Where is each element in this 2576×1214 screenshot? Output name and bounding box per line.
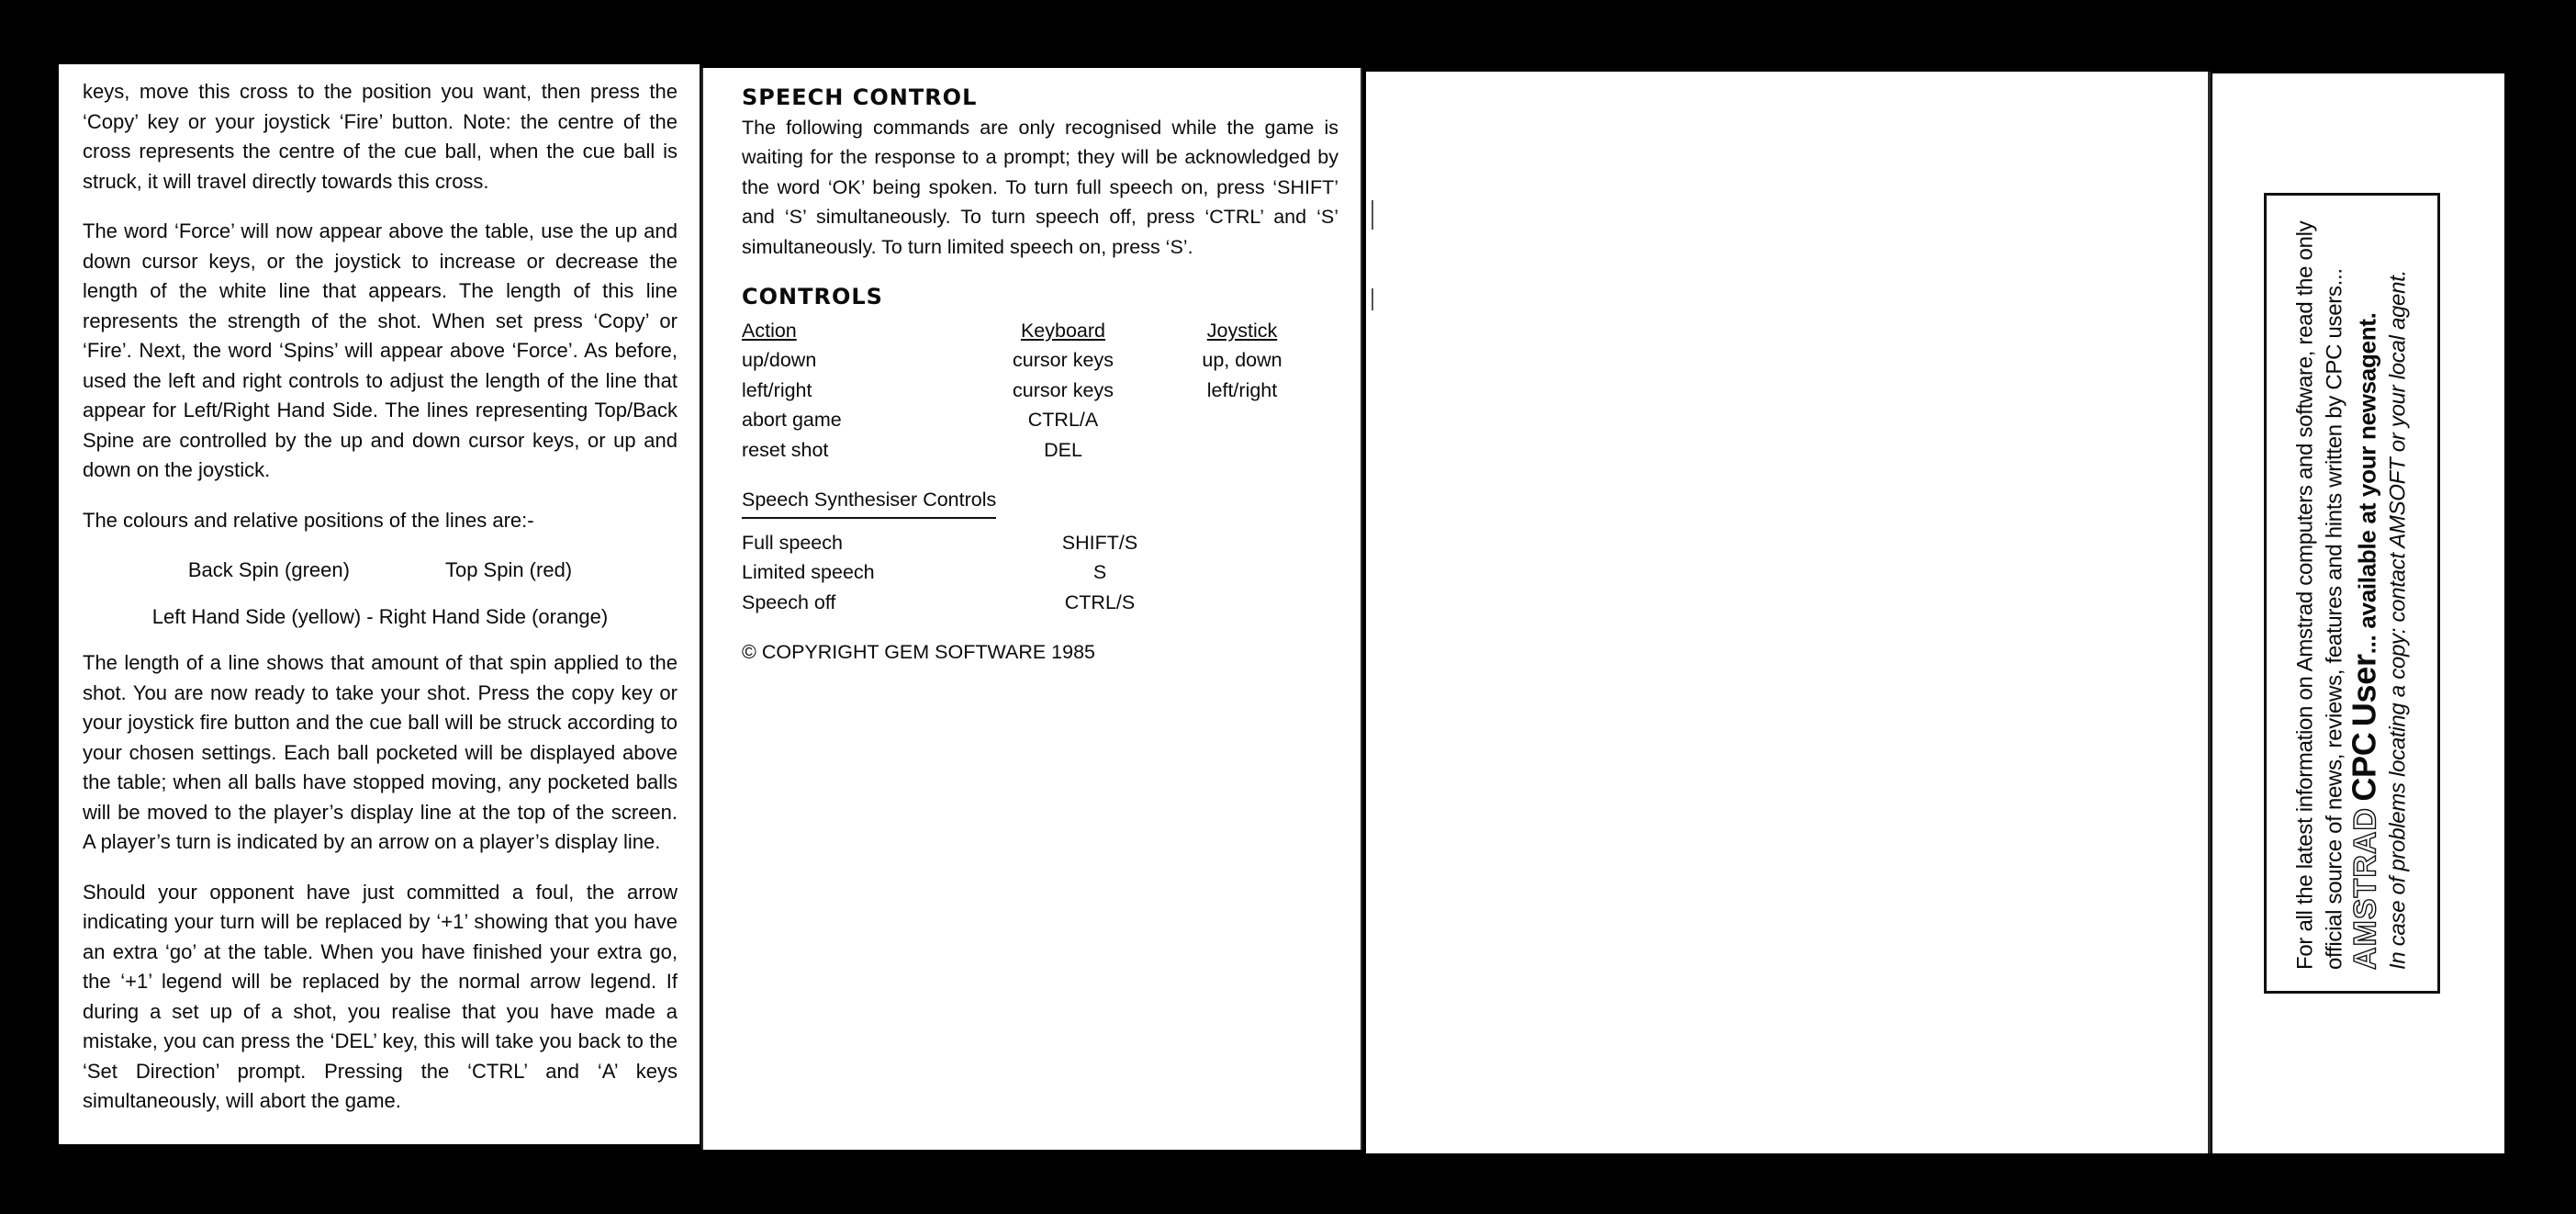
header-keyboard: Keyboard	[1020, 319, 1106, 342]
speech-key-cell: S	[1092, 561, 1107, 583]
speech-mode-cell: Full speech	[742, 531, 843, 554]
action-cell: left/right	[742, 378, 812, 401]
fold-line	[701, 68, 703, 1150]
table-row	[742, 376, 1329, 406]
controls-table	[742, 316, 1329, 466]
speech-synth-heading: Speech Synthesiser Controls	[742, 485, 996, 519]
advert-line-4: In case of problems locating a copy: contact AMSOFT or your local agent.	[2385, 270, 2411, 970]
paragraph-cross: keys, move this cross to the position you want, then press the ‘Copy’ key or your joystick ‘Fire’ button. Note: the centre of the cross represents the centre of the cue ball, when the cue ball is struck, it will travel directly towards this cross.	[83, 80, 678, 193]
paragraph-foul: Should your opponent have just committed a foul, the arrow indicating your turn will be replaced by ‘+1’ showing that you have an extra ‘go’ at the table. When you have finished your extra go, the ‘+1’ legend will be replaced by the normal arrow legend. If during a set up of a shot, you realise that you have made a mistake, you can press the ‘DEL’ key, this will take you back to the ‘Set Direction’ prompt. Pressing the ‘CTRL’ and ‘A’ keys simultaneously, will abort the game.	[83, 880, 678, 1112]
joystick-cell: up, down	[1202, 349, 1282, 371]
table-row	[742, 528, 1182, 558]
keyboard-cell: DEL	[1044, 438, 1082, 461]
amstrad-logo: AMSTRAD	[2347, 807, 2383, 970]
advert-availability: ... available at your newsagent.	[2353, 312, 2381, 655]
table-row	[742, 588, 1182, 618]
table-header-row	[742, 316, 1329, 346]
page-panel-advert	[2212, 73, 2504, 1153]
advert-line-1: For all the latest information on Amstrad computers and software, read the only	[2292, 220, 2318, 970]
keyboard-cell: CTRL/A	[1027, 409, 1099, 431]
keyboard-cell: cursor keys	[1013, 349, 1114, 371]
action-cell: reset shot	[742, 438, 829, 461]
top-spin-label: Top Spin (red)	[444, 558, 573, 581]
cpc-logo: CPC	[2345, 732, 2383, 802]
speech-synth-table	[742, 528, 1182, 618]
speech-control-heading: SPEECH CONTROL	[742, 84, 978, 110]
header-joystick: Joystick	[1206, 319, 1278, 342]
header-action: Action	[742, 319, 797, 342]
advert-text	[2291, 217, 2414, 970]
keyboard-cell: cursor keys	[1013, 378, 1114, 401]
speech-key-cell: CTRL/S	[1064, 590, 1136, 613]
paragraph-force: The word ‘Force’ will now appear above the table, use the up and down cursor keys, or the joystick to increase or decrease the length of the white line that appears. The length of this line represents the strength of the shot. When set press ‘Copy’ or ‘Fire’. Next, the word ‘Spins’ will appear above ‘Force’. As before, used the left and right controls to adjust the length of the line that appear for Left/Right Hand Side. The lines representing Top/Back Spine are controlled by the up and down cursor keys, or up and down on the joystick.	[83, 219, 678, 481]
page-panel-instructions	[59, 64, 700, 1144]
user-logo: User	[2345, 654, 2383, 727]
fold-line	[1361, 68, 1362, 1150]
table-row	[742, 435, 1329, 466]
controls-text	[742, 83, 1338, 668]
speech-control-text: The following commands are only recognised while the game is waiting for the response to a prompt; they will be acknowledged by the word ‘OK’ being spoken. To turn full speech on, press ‘SHIFT’ and ‘S’ simultaneously. To turn speech off, press ‘CTRL’ and ‘S’ simultaneously. To turn limited speech on, press ‘S’.	[742, 116, 1338, 258]
controls-heading: CONTROLS	[742, 284, 883, 309]
page-panel-controls	[701, 68, 1362, 1150]
table-row	[742, 557, 1182, 588]
back-spin-label: Back Spin (green)	[187, 558, 350, 581]
table-row	[742, 345, 1329, 376]
fold-marks	[1372, 200, 1373, 347]
side-spin-label: Left Hand Side (yellow) - Right Hand Side (orange)	[151, 604, 609, 628]
paragraph-colours: The colours and relative positions of the lines are:-	[83, 508, 534, 532]
instructions-text	[83, 77, 678, 1137]
action-cell: abort game	[742, 409, 842, 431]
speech-key-cell: SHIFT/S	[1061, 531, 1138, 554]
page-panel-blank	[1366, 72, 2211, 1153]
spin-colour-row	[83, 556, 678, 586]
copyright-notice: © COPYRIGHT GEM SOFTWARE 1985	[742, 641, 1095, 663]
fold-line	[2208, 72, 2211, 1153]
advert-box	[2264, 193, 2440, 994]
advert-brand-line	[2345, 217, 2384, 970]
advert-line-2: official source of news, reviews, features and hints written by CPC users...	[2322, 268, 2347, 970]
action-cell: up/down	[742, 349, 817, 371]
table-row	[742, 405, 1329, 435]
joystick-cell: left/right	[1206, 378, 1278, 401]
joystick-cell	[1155, 435, 1329, 466]
speech-mode-cell: Speech off	[742, 590, 836, 613]
joystick-cell	[1155, 405, 1329, 435]
speech-mode-cell: Limited speech	[742, 561, 875, 583]
paragraph-shot: The length of a line shows that amount of that spin applied to the shot. You are now ready to take your shot. Press the copy key or your joystick fire button and the cue ball will be struck according to your chosen settings. Each ball pocketed will be displayed above the table; when all balls have stopped moving, any pocketed balls will be moved to the player’s display line at the top of the screen. A player’s turn is indicated by an arrow on a player’s display line.	[83, 651, 678, 853]
